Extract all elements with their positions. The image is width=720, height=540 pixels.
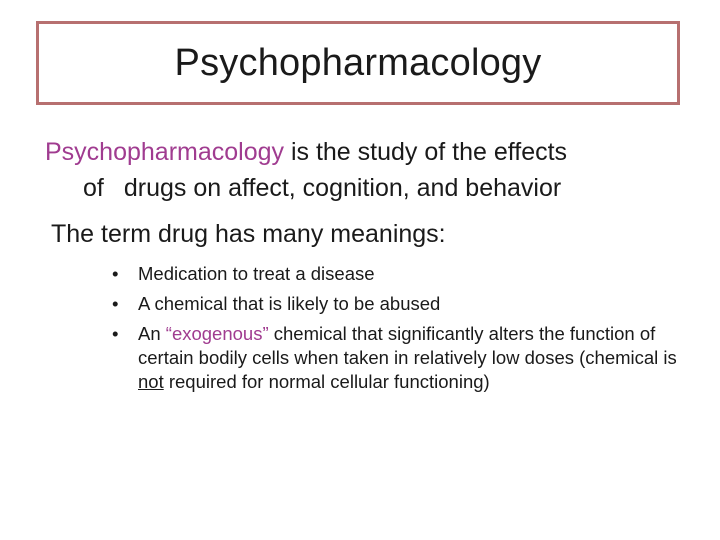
bullet-3-suffix: required for normal cellular functioning) xyxy=(163,371,490,392)
underlined-not: not xyxy=(138,371,164,392)
list-item xyxy=(112,292,692,316)
definition-line-2 xyxy=(83,172,561,205)
bullet-3-prefix: An xyxy=(138,323,166,344)
definition-line-2-text: drugs on affect, cognition, and behavior xyxy=(123,174,562,202)
definition-line-1-text: is the study of the effects xyxy=(284,138,568,166)
exogenous-term: “exogenous” xyxy=(165,323,269,344)
title-box xyxy=(36,21,680,105)
bullet-text-2: A chemical that is likely to be abused xyxy=(138,293,441,314)
intro-text: The term drug has many meanings: xyxy=(51,220,446,248)
bullet-list xyxy=(112,262,692,400)
definition-of: of xyxy=(83,174,104,202)
list-item xyxy=(112,322,692,394)
bullet-icon: • xyxy=(112,263,119,284)
slide-title: Psychopharmacology xyxy=(174,41,542,84)
bullet-3-mid: chemical that significantly alters the function of certain bodily cells when taken in relatively low doses (chemical is xyxy=(138,323,677,368)
bullet-text-1: Medication to treat a disease xyxy=(138,263,375,284)
bullet-icon: • xyxy=(112,293,119,314)
bullet-icon: • xyxy=(112,323,119,344)
definition-term: Psychopharmacology xyxy=(45,138,285,166)
bullet-text-3 xyxy=(138,322,692,394)
list-item xyxy=(112,262,692,286)
definition-line-1 xyxy=(45,136,567,169)
